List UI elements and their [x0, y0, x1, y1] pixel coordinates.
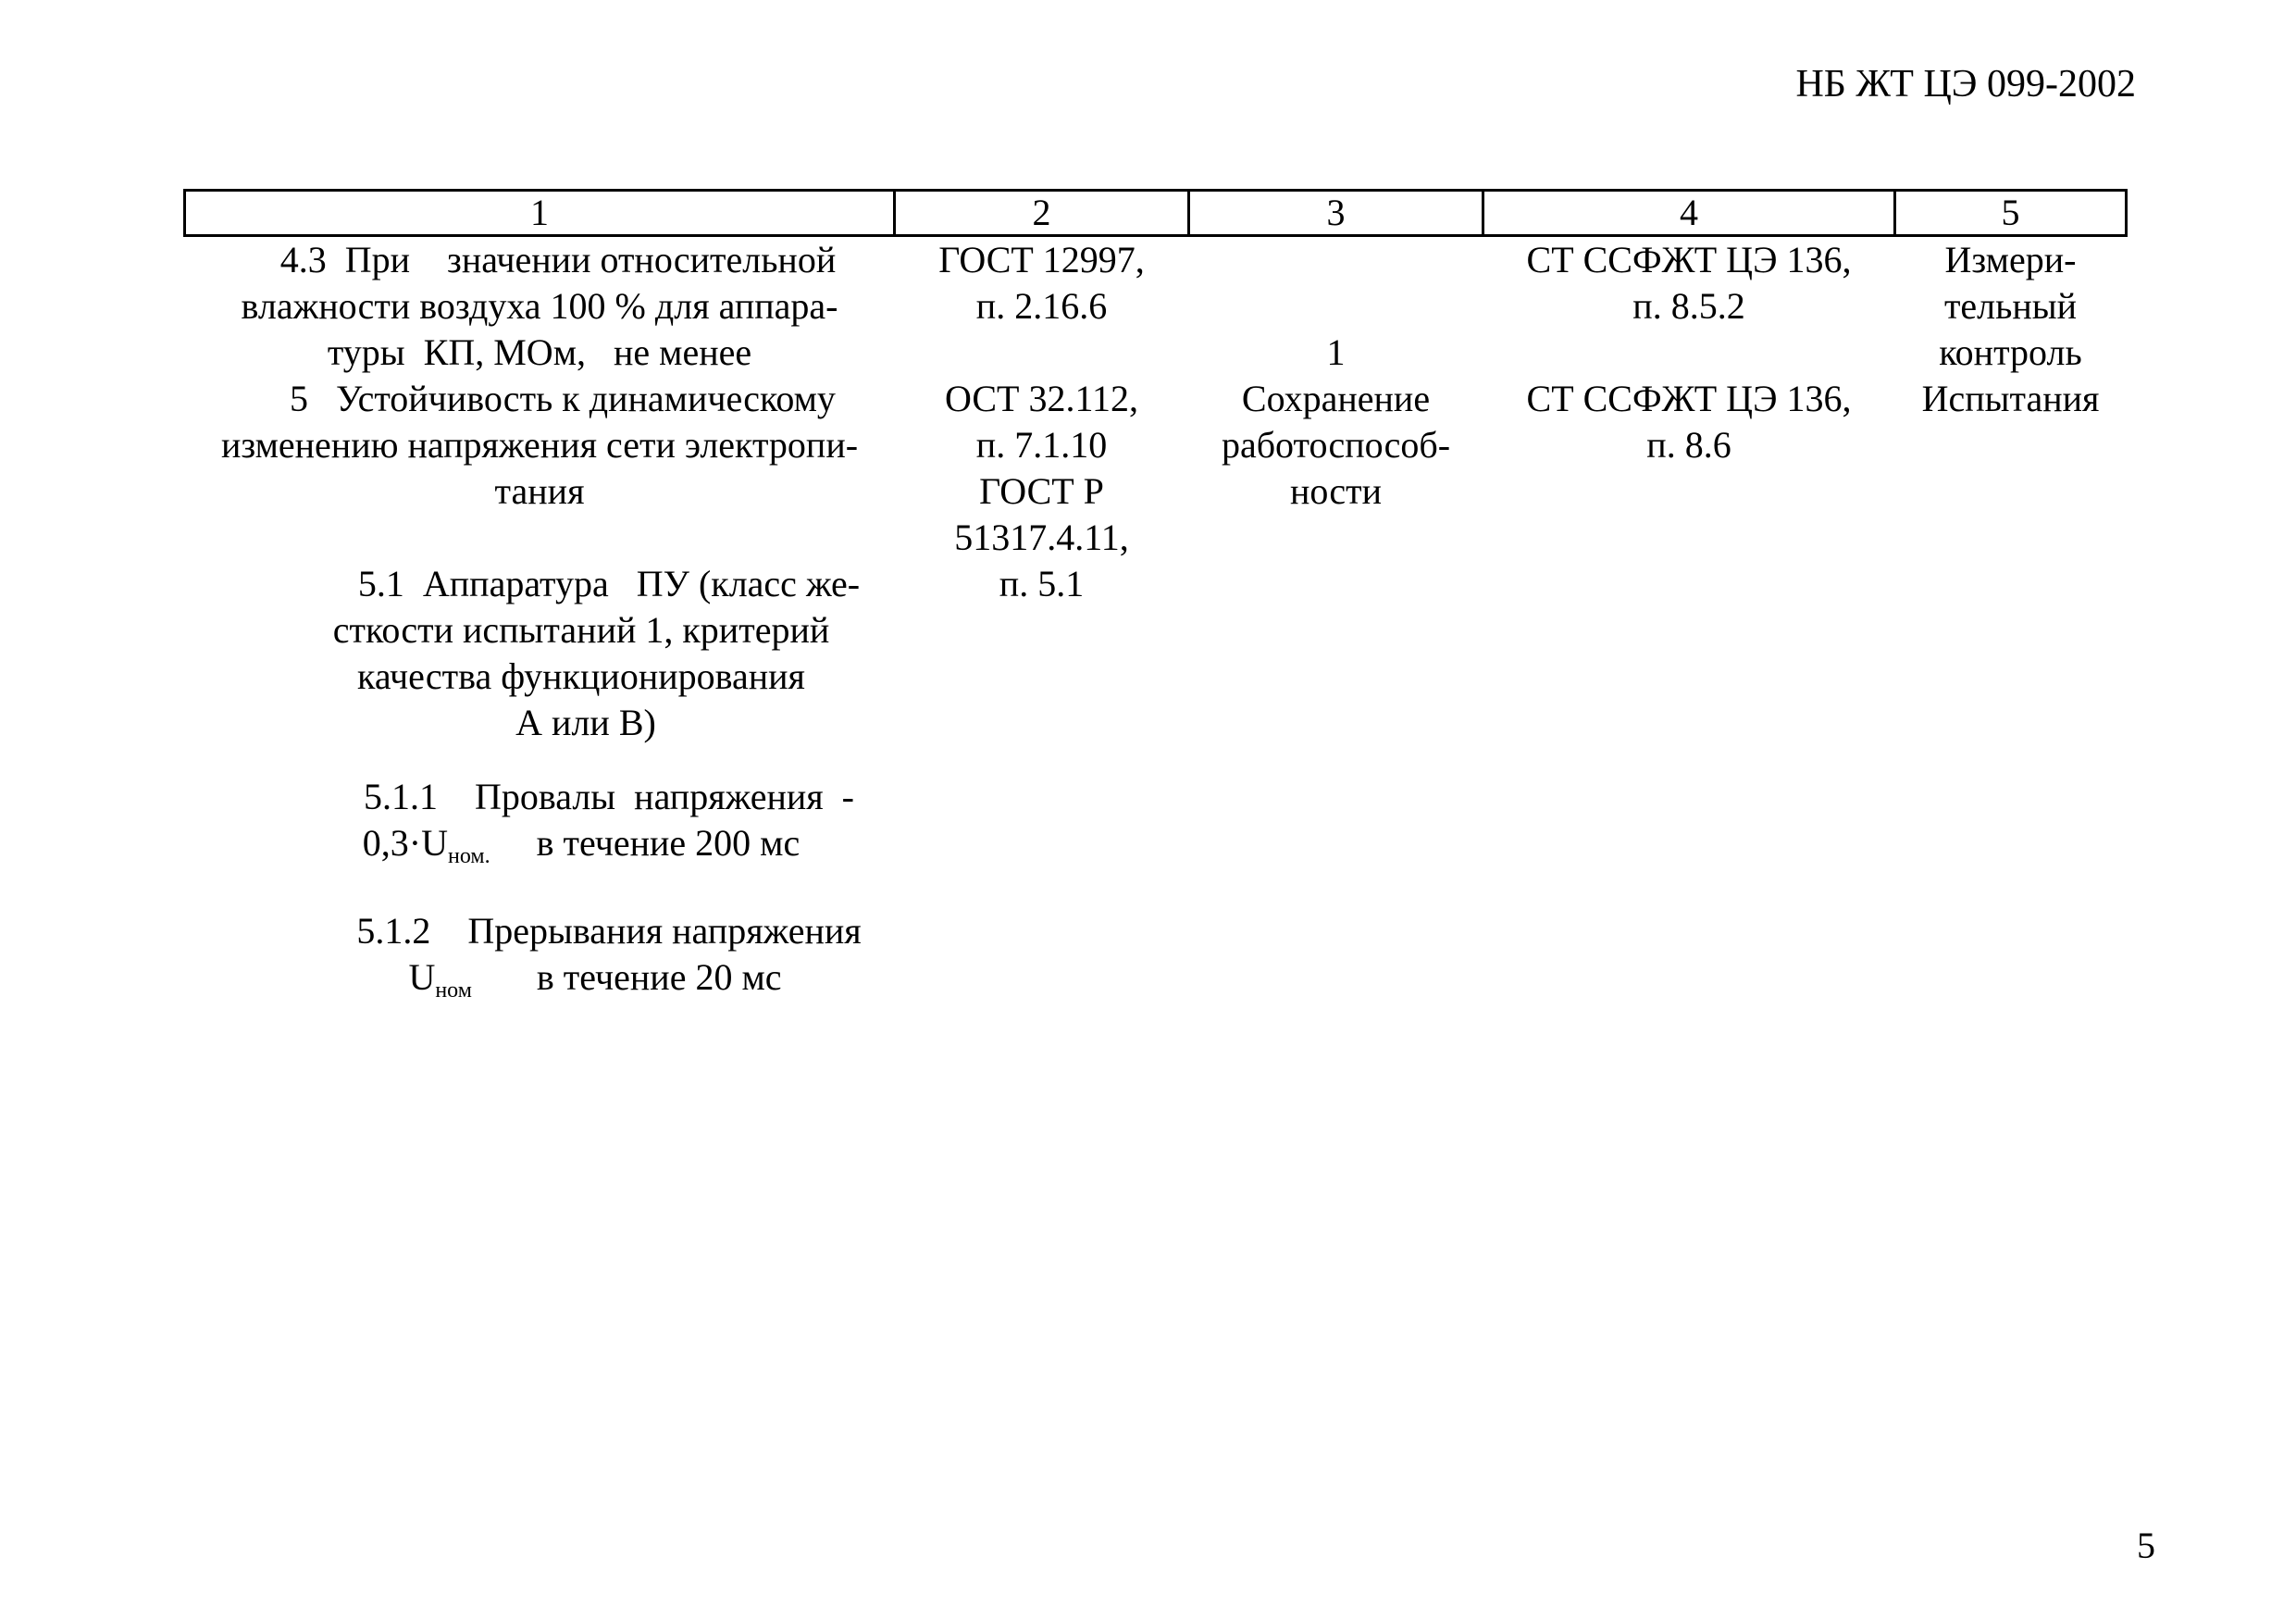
cell-5-standard: ОСТ 32.112, п. 7.1.10 ГОСТ Р 51317.4.11, п. 5.1 — [944, 378, 1138, 604]
table-row-4-3 — [185, 236, 2127, 377]
cell-5-criterion: Сохранение работоспособ- ности — [1221, 378, 1451, 512]
item-5-1-1: 5.1.1 Провалы напряжения - $0,3\cdot U_{ном.}$ в течение 200 мс — [307, 776, 855, 868]
table-row-5 — [185, 376, 2127, 1001]
cell-4-3-value: 1 — [1326, 331, 1346, 373]
cell-4-3-standard: ГОСТ 12997, п. 2.16.6 — [938, 239, 1145, 327]
item-5-1: 5.1 Аппаратура ПУ (класс же- сткости испытаний 1, критерий качества функционирования А или В) 5.1.1 Провалы напряжения - $0,3\cdot U_{ном.}$ в течение 200 мс 5.1.2 Прерывания напряжения $U_{ном}$ в течение 20 мс — [185, 515, 895, 1001]
spec-table — [183, 189, 2128, 1001]
column-number-4: 4 — [1483, 191, 1895, 236]
column-number-2: 2 — [895, 191, 1189, 236]
cell-4-3-method: СТ ССФЖТ ЦЭ 136, п. 8.5.2 — [1526, 239, 1852, 327]
cell-5-method: СТ ССФЖТ ЦЭ 136, п. 8.6 — [1526, 378, 1852, 466]
cell-5-description: 5 Устойчивость к динамическому изменению напряжения сети электропи- тания 5.1 Аппаратура ПУ (класс же- сткости испытаний 1, критерий качества функционирования А или В) 5.1.1 Провалы напряжения - $0,3\cdot U_{ном.}$ в течение 200 мс 5.1.2 Прерывания напряжения $U_{ном}$ в течение 20 мс — [185, 376, 895, 1001]
column-number-5: 5 — [1895, 191, 2127, 236]
cell-4-3-description: 4.3 При значении относительной влажности воздуха 100 % для аппара- туры КП, МОм, не менее — [241, 239, 838, 373]
cell-5-control: Испытания — [1921, 378, 2100, 419]
column-number-row — [185, 191, 2127, 236]
document-code: НБ ЖТ ЦЭ 099-2002 — [1795, 63, 2136, 106]
column-number-1: 1 — [185, 191, 895, 236]
cell-4-3-control: Измери- тельный контроль — [1939, 239, 2082, 373]
item-5-1-2: 5.1.2 Прерывания напряжения $U_{ном}$ в течение 20 мс — [301, 910, 862, 1003]
column-number-3: 3 — [1189, 191, 1483, 236]
page-number: 5 — [2137, 1525, 2155, 1566]
